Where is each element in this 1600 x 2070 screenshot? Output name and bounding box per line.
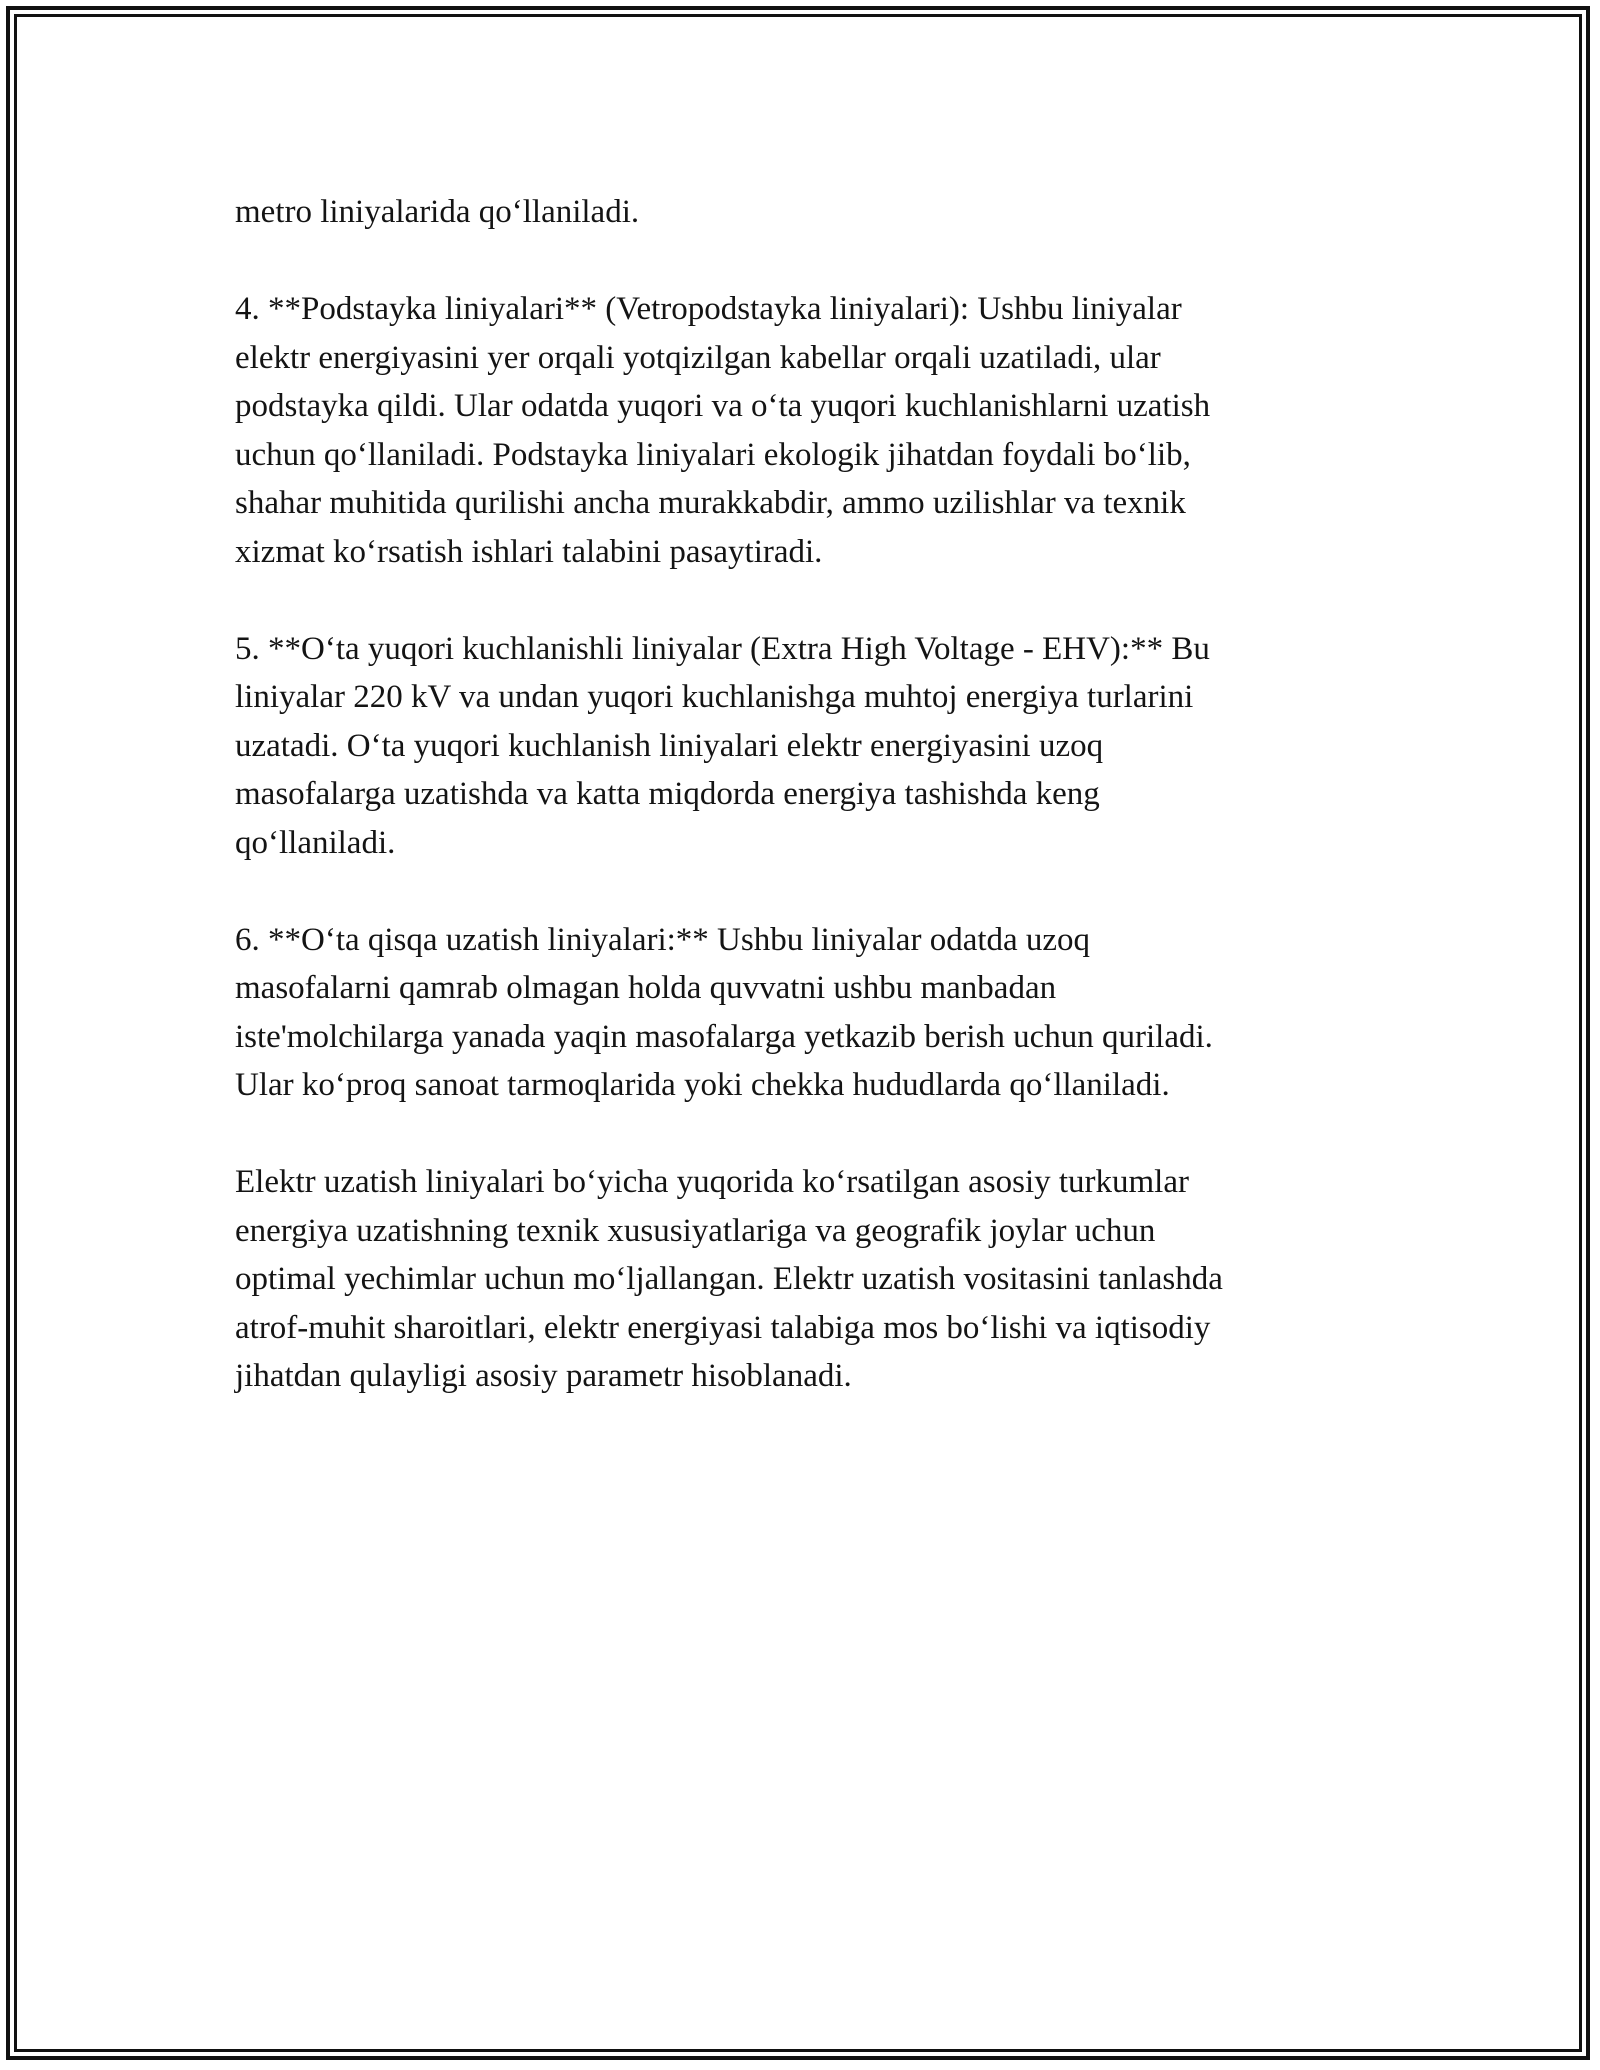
paragraph-continuation: metro liniyalarida qo‘llaniladi. [235, 194, 640, 230]
paragraph-conclusion: Elektr uzatish liniyalari bo‘yicha yuqorida ko‘rsatilgan asosiy turkumlar energiya uzatishning texnik xususiyatlariga va geografik joylar uchun optimal yechimlar uchun mo‘ljallangan. Elektr uzatish vositasini tanlashda atrof-muhit sharoitlari, elektr energiyasi talabiga mos bo‘lishi va iqtisodiy jihatdan qulayligi asosiy parametr hisoblanadi. [235, 1164, 1223, 1394]
paragraph-item-5: 5. **O‘ta yuqori kuchlanishli liniyalar (Extra High Voltage - EHV):** Bu liniyalar 220 kV va undan yuqori kuchlanishga muhtoj energiya turlarini uzatadi. O‘ta yuqori kuchlanish liniyalari elektr energiyasini uzoq masofalarga uzatishda va katta miqdorda energiya tashishda keng qo‘llaniladi. [235, 630, 1210, 861]
paragraph-item-4: 4. **Podstayka liniyalari** (Vetropodstayka liniyalari): Ushbu liniyalar elektr energiyasini yer orqali yotqizilgan kabellar orqali uzatiladi, ular podstayka qildi. Ular odatda yuqori va o‘ta yuqori kuchlanishlarni uzatish uchun qo‘llaniladi. Podstayka liniyalari ekologik jihatdan foydali bo‘lib, shahar muhitida qurilishi ancha murakkabdir, ammo uzilishlar va texnik xizmat ko‘rsatish ishlari talabini pasaytiradi. [235, 291, 1211, 570]
document-body [235, 188, 1365, 1449]
paragraph-item-6: 6. **O‘ta qisqa uzatish liniyalari:** Ushbu liniyalar odatda uzoq masofalarni qamrab olmagan holda quvvatni ushbu manbadan iste'molchilarga yanada yaqin masofalarga yetkazib berish uchun quriladi. Ular ko‘proq sanoat tarmoqlarida yoki chekka hududlarda qo‘llaniladi. [235, 921, 1213, 1103]
